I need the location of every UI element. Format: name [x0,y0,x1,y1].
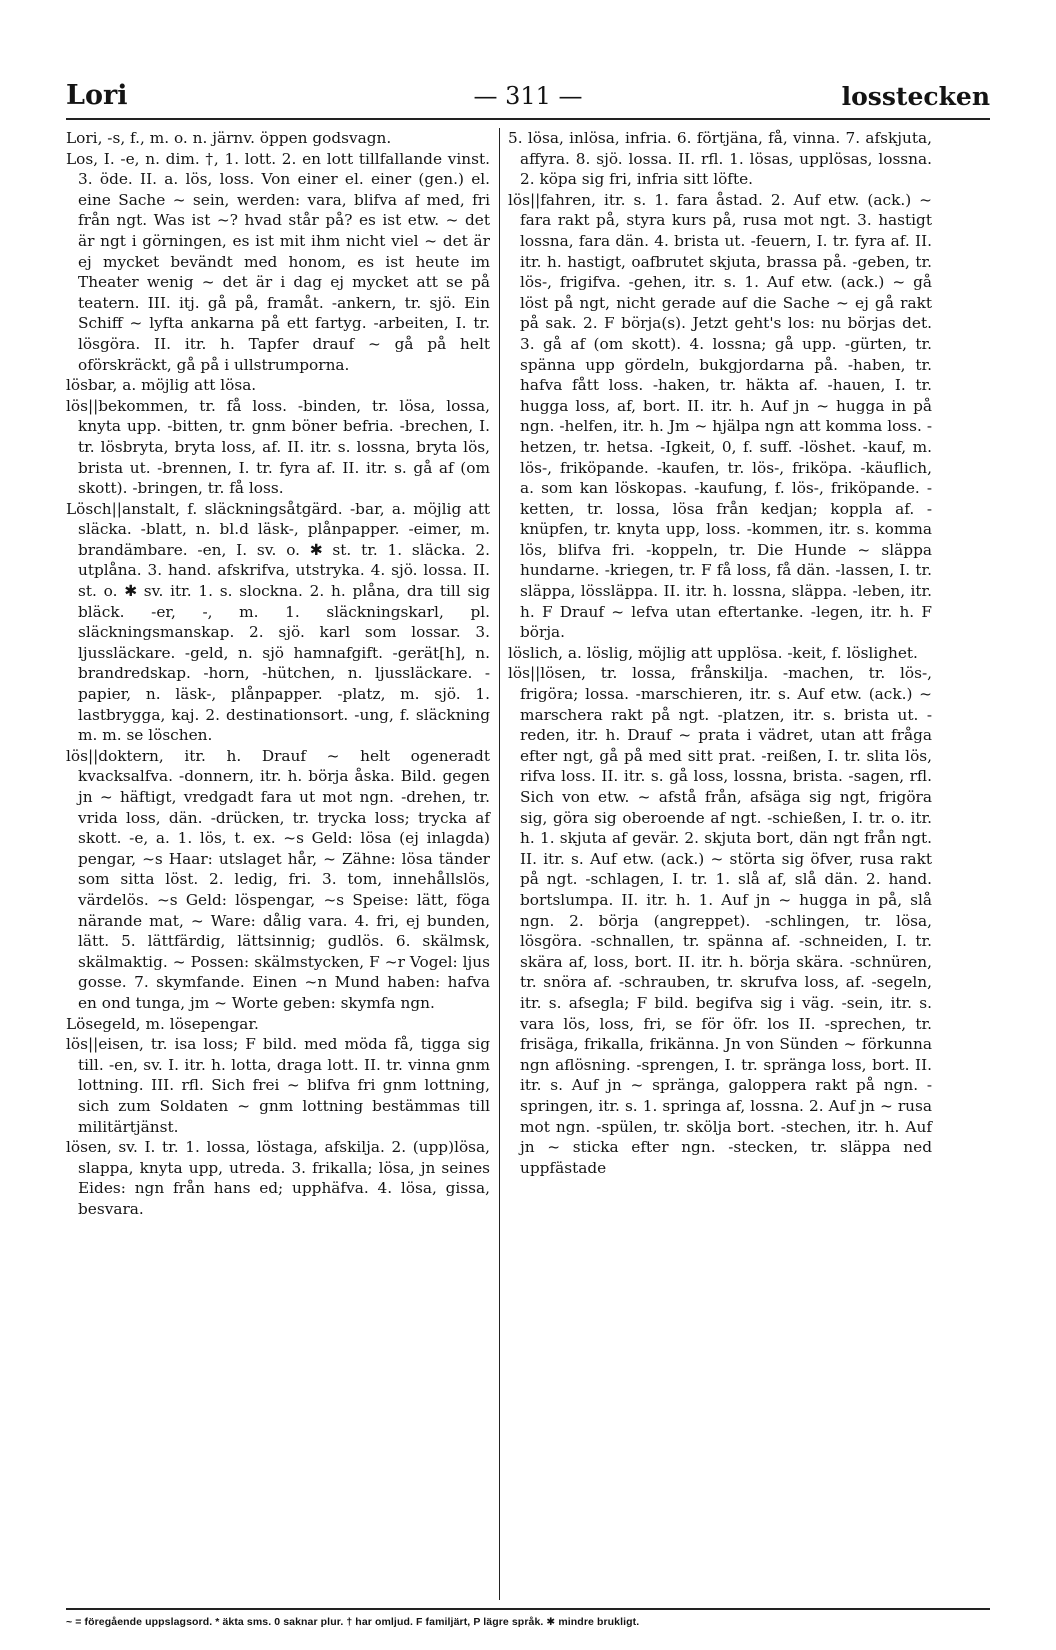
entry: lös||lösen, tr. lossa, frånskilja. -machen, tr. lös-, frigöra; lossa. -marschieren, itr. s. Auf etw. (ack.) ~ marschera rakt på ngt. -platzen, itr. s. brista ut. -reden, itr. h. Drauf ~ prata i vädret, utan att fråga efter ngt, gå på med sitt prat. -reißen, I. tr. slita lös, rifva loss. II. itr. s. gå loss, lossna, brista. -sagen, rfl. Sich von etw. ~ afstå från, afsäga sig ngt, frigöra sig, göra sig oberoende af ngt. -schießen, I. tr. o. itr. h. 1. skjuta af gevär. 2. skjuta bort, dän ngt från ngt. II. itr. s. Auf etw. (ack.) ~ störta sig öfver, rusa rakt på ngt. -schlagen, I. tr. 1. slå af, slå dän. 2. hand. bortslumpa. II. itr. h. 1. Auf jn ~ hugga in på, slå ngn. 2. börja (angreppet). -schlingen, tr. lösa, lösgöra. -schnallen, tr. spänna af. -schneiden, I. tr. skära af, loss, bort. II. itr. h. börja skära. -schnüren, tr. snöra af. -schrauben, tr. skrufva loss, af. -segeln, itr. s. afsegla; F bild. begifva sig i väg. -sein, itr. s. vara lös, loss, fri, se för öfr. los II. -sprechen, tr. frisäga, frikalla, frikänna. Jn von Sünden ~ förkunna ngn aflösning. -sprengen, I. tr. spränga loss, bort. II. itr. s. Auf jn ~ spränga, galoppera rakt på ngn. -springen, itr. s. 1. springa af, lossna. 2. Auf jn ~ rusa mot ngn. -spülen, tr. skölja bort. -stechen, itr. h. Auf jn ~ sticka efter ngn. -stecken, tr. släppa ned uppfästade [508,664,932,1177]
page-number: — 311 — [473,82,583,110]
entry: Lösch||anstalt, f. släckningsåtgärd. -bar, a. möjlig att släcka. -blatt, n. bl.d läsk-, plånpapper. -eimer, m. brandämbare. -en, I. sv. o. ✱ st. tr. 1. släcka. 2. utplåna. 3. hand. afskrifva, utstryka. 4. sjö. lossa. II. st. o. ✱ sv. itr. 1. s. slockna. 2. h. plåna, dra till sig bläck. -er, -, m. 1. släckningskarl, pl. släckningsmanskap. 2. sjö. karl som lossar. 3. ljussläckare. -geld, n. sjö hamnafgift. -gerät[h], n. brandredskap. -horn, -hütchen, n. ljussläckare. -papier, n. läsk-, plånpapper. -platz, m. sjö. 1. lastbrygga, kaj. 2. destinationsort. -ung, f. släckning m. m. se löschen. [66,499,490,745]
header-rule [66,118,990,120]
page-header [66,80,990,120]
right-column [508,128,932,1178]
entry: Lori, -s, f., m. o. n. järnv. öppen godsvagn. [66,129,392,147]
column-divider [499,128,500,1600]
header-right-word: losstecken [841,82,990,111]
entry: lös||doktern, itr. h. Drauf ~ helt ogeneradt kvacksalfva. -donnern, itr. h. börja åska. Bild. gegen jn ~ häftigt, vredgadt fara ut mot ngn. -drehen, tr. vrida loss, dän. -drücken, tr. trycka loss; trycka af skott. -e, a. 1. lös, t. ex. ~s Geld: lösa (ej inlagda) pengar, ~s Haar: utslaget hår, ~ Zähne: lösa tänder som sitta löst. 2. ledig, fri. 3. tom, innehållslös, värdelös. ~s Geld: löspengar, ~s Speise: lätt, föga närande mat, ~ Ware: dålig vara. 4. fri, ej bunden, lätt. 5. lättfärdig, lättsinnig; gudlös. 6. skälmsk, skälmaktig. ~ Possen: skälmstycken, F ~r Vogel: ljus gosse. 7. skymfande. Einen ~n Mund haben: hafva en ond tunga, jm ~ Worte geben: skymfa ngn. [66,746,490,1012]
entry: lös||bekommen, tr. få loss. -binden, tr. lösa, lossa, knyta upp. -bitten, tr. gnm böner befria. -brechen, I. tr. lösbryta, bryta loss, af. II. itr. s. lossna, bryta lös, brista ut. -brennen, I. tr. fyra af. II. itr. s. gå af (om skott). -bringen, tr. få loss. [66,396,490,498]
entry: löslich, a. löslig, möjlig att upplösa. -keit, f. löslighet. [508,643,918,662]
entry: lösen, sv. I. tr. 1. lossa, löstaga, afskilja. 2. (upp)lösa, slappa, knyta upp, utreda. 3. frikalla; lösa, jn seines Eides: ngn från hans ed; upphäfva. 4. lösa, gissa, besvara. [66,1138,490,1218]
left-column [66,128,490,1219]
footer-rule [66,1608,990,1610]
footer-legend: ~ = föregående uppslagsord. * äkta sms. 0 saknar plur. † har omljud. F familjärt, P lägre språk. ✱ mindre brukligt. [66,1616,640,1628]
header-left-word: Lori [66,80,128,111]
entry: lösbar, a. möjlig att lösa. [66,376,257,395]
entry: Los, I. -e, n. dim. †, 1. lott. 2. en lott tillfallande vinst. 3. öde. II. a. lös, loss. Von einer el. einer (gen.) el. eine Sache ~ sein, werden: vara, blifva af med, fri från ngt. Was ist ~? hvad står på? es ist etw. ~ det är ngt i görningen, es ist mit ihm nicht viel ~ det är ej mycket bevändt med honom, es ist heute im Theater wenig ~ det är i dag ej mycket att se på teatern. III. itj. gå på, framåt. -ankern, tr. sjö. Ein Schiff ~ lyfta ankarna på ett fartyg. -arbeiten, I. tr. lösgöra. II. itr. h. Tapfer drauf ~ gå på helt oförskräckt, gå på i ullstrumporna. [66,149,490,374]
entry: 5. lösa, inlösa, infria. 6. förtjäna, få, vinna. 7. afskjuta, affyra. 8. sjö. lossa. II. rfl. 1. lösas, upplösas, lossna. 2. köpa sig fri, infria sitt löfte. [508,129,932,189]
entry: Lösegeld, m. lösepengar. [66,1014,259,1033]
entry: lös||eisen, tr. isa loss; F bild. med möda få, tigga sig till. -en, sv. I. itr. h. lotta, draga lott. II. tr. vinna gnm lottning. III. rfl. Sich frei ~ blifva fri gnm lottning, sich zum Soldaten ~ gnm lottning bestämmas till militärtjänst. [66,1035,490,1136]
entry: lös||fahren, itr. s. 1. fara åstad. 2. Auf etw. (ack.) ~ fara rakt på, styra kurs på, rusa mot ngt. 3. hastigt lossna, fara dän. 4. brista ut. -feuern, I. tr. fyra af. II. itr. h. hastigt, oafbrutet skjuta, brassa på. -geben, tr. lös-, frigifva. -gehen, itr. s. 1. Auf etw. (ack.) ~ gå löst på ngt, nicht gerade auf die Sache ~ ej gå rakt på sak. 2. F börja(s). Jetzt geht's los: nu börjas det. 3. gå af (om skott). 4. lossna; gå upp. -gürten, tr. spänna upp gördeln, bukgjordarna på. -haben, tr. hafva fått loss. -haken, tr. häkta af. -hauen, I. tr. hugga loss, af, bort. II. itr. h. Auf jn ~ hugga in på ngn. -helfen, itr. h. Jm ~ hjälpa ngn att komma loss. -hetzen, tr. hetsa. -Igkeit, 0, f. suff. -löshet. -kauf, m. lös-, friköpande. -kaufen, tr. lös-, friköpa. -käuflich, a. som kan löskopas. -kaufung, f. lös-, friköpande. -ketten, tr. lossa, lösa från kedjan; koppla af. -knüpfen, tr. knyta upp, loss. -kommen, itr. s. komma lös, blifva fri. -koppeln, tr. Die Hunde ~ släppa hundarne. -kriegen, tr. F få loss, få dän. -lassen, I. tr. släppa, lössläppa. II. itr. h. lossna, släppa. -leben, itr. h. F Drauf ~ lefva utan eftertanke. -legen, itr. h. F börja. [508,190,932,642]
